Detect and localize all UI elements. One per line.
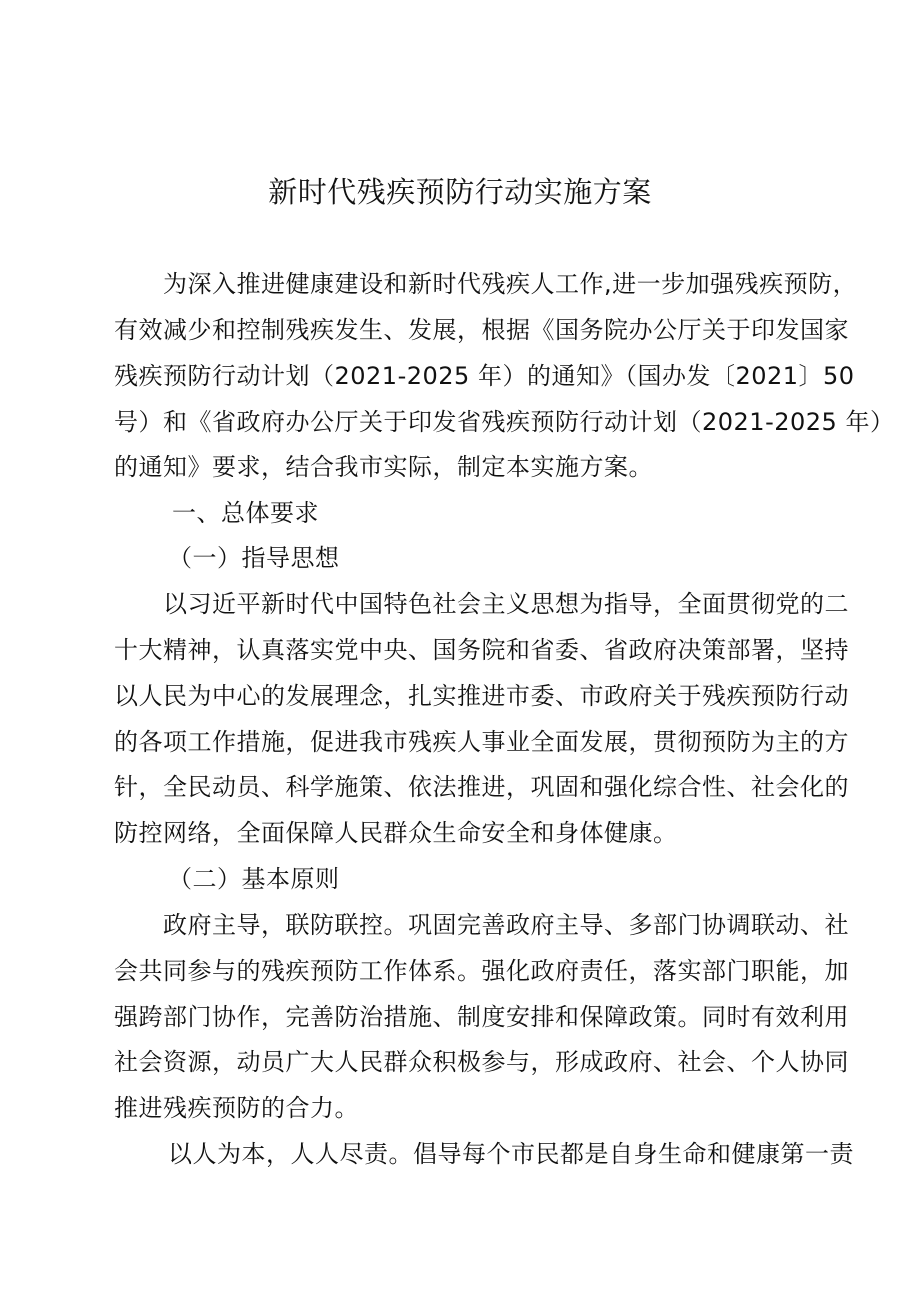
intro-line-2: 有效减少和控制残疾发生、发展，根据《国务院办公厅关于印发国家 [114, 316, 849, 344]
intro-line-1: 为深入推进健康建设和新时代残疾人工作,进一步加强残疾预防， [163, 270, 858, 298]
guiding-line-5: 针，全民动员、科学施策、依法推进，巩固和强化综合性、社会化的 [114, 773, 849, 801]
principle-2-line-1: 以人为本，人人尽责。倡导每个市民都是自身生命和健康第一责 [168, 1140, 854, 1168]
document-title: 新时代残疾预防行动实施方案 [268, 175, 652, 209]
guiding-line-6: 防控网络，全面保障人民群众生命安全和身体健康。 [114, 819, 678, 847]
principle-1-line-3: 强跨部门协作，完善防治措施、制度安排和保障政策。同时有效利用 [114, 1003, 849, 1031]
intro-line-4: 号）和《省政府办公厅关于印发省残疾预防行动计划（2021-2025 年） [114, 408, 895, 436]
guiding-line-1: 以习近平新时代中国特色社会主义思想为指导，全面贯彻党的二 [163, 590, 849, 618]
intro-line-5: 的通知》要求，结合我市实际，制定本实施方案。 [114, 453, 653, 481]
section-1-heading: 一、总体要求 [172, 499, 319, 527]
principle-1-line-2: 会共同参与的残疾预防工作体系。强化政府责任，落实部门职能，加 [114, 957, 849, 985]
guiding-line-2: 十大精神，认真落实党中央、国务院和省委、省政府决策部署，坚持 [114, 636, 849, 664]
subsection-2-heading: （二）基本原则 [168, 865, 340, 893]
principle-1-line-1: 政府主导，联防联控。巩固完善政府主导、多部门协调联动、社 [163, 911, 849, 939]
subsection-1-heading: （一）指导思想 [168, 544, 340, 572]
intro-line-3: 残疾预防行动计划（2021-2025 年）的通知》（国办发〔2021〕50 [114, 362, 855, 390]
principle-1-line-5: 推进残疾预防的合力。 [114, 1094, 359, 1122]
principle-1-line-4: 社会资源，动员广大人民群众积极参与，形成政府、社会、个人协同 [114, 1048, 849, 1076]
guiding-line-4: 的各项工作措施，促进我市残疾人事业全面发展，贯彻预防为主的方 [114, 728, 849, 756]
guiding-line-3: 以人民为中心的发展理念，扎实推进市委、市政府关于残疾预防行动 [114, 682, 849, 710]
